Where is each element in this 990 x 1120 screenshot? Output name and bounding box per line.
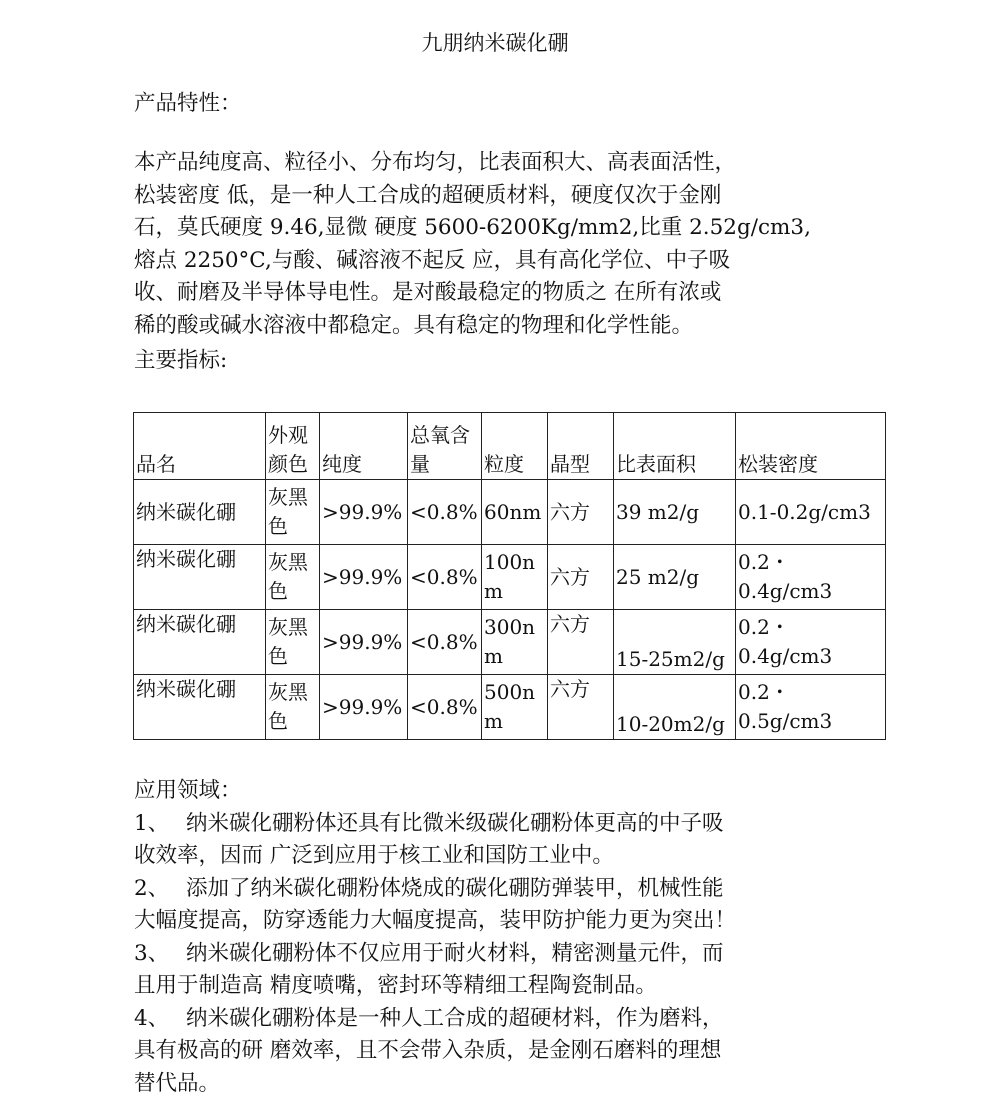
description-line: 石，莫氏硬度 9.46,显微 硬度 5600-6200Kg/mm2,比重 2.52g/cm3, bbox=[134, 215, 811, 240]
application-line: 大幅度提高，防穿透能力大幅度提高，装甲防护能力更为突出！ bbox=[134, 908, 737, 933]
header-cell: 比表面积 bbox=[614, 413, 736, 480]
features-heading: 产品特性： bbox=[134, 91, 242, 116]
application-line bbox=[134, 1003, 824, 1036]
application-text: 纳米碳化硼粉体不仅应用于耐火材料，精密测量元件，而 bbox=[186, 940, 724, 966]
applications-heading: 应用领域： bbox=[134, 778, 242, 803]
size-cell: 500nm bbox=[482, 675, 548, 740]
color-cell: 灰黑色 bbox=[266, 480, 320, 545]
header-cell: 外观颜色 bbox=[266, 413, 320, 480]
oxygen-cell: <0.8% bbox=[408, 675, 482, 740]
applications-section bbox=[134, 775, 824, 1100]
header-cell: 晶型 bbox=[548, 413, 614, 480]
product-name-cell: 纳米碳化硼 bbox=[134, 610, 266, 675]
density-cell: 0.2・0.4g/cm3 bbox=[736, 545, 886, 610]
header-cell: 纯度 bbox=[320, 413, 408, 480]
application-line: 收效率，因而 广泛到应用于核工业和国防工业中。 bbox=[134, 843, 614, 868]
table-header-row bbox=[134, 413, 886, 480]
application-line bbox=[134, 938, 824, 971]
application-number: 2、 bbox=[134, 875, 170, 901]
application-text: 纳米碳化硼粉体还具有比微米级碳化硼粉体更高的中子吸 bbox=[186, 810, 724, 836]
color-cell: 灰黑色 bbox=[266, 675, 320, 740]
description-line: 松装密度 低，是一种人工合成的超硬质材料，硬度仅次于金刚 bbox=[134, 182, 722, 208]
color-cell: 灰黑色 bbox=[266, 545, 320, 610]
purity-cell: >99.9% bbox=[320, 545, 408, 610]
purity-cell: >99.9% bbox=[320, 480, 408, 545]
crystal-cell: 六方 bbox=[548, 610, 614, 675]
table-row bbox=[134, 480, 886, 545]
product-name-cell: 纳米碳化硼 bbox=[134, 675, 266, 740]
surface-area-cell: 25 m2/g bbox=[614, 545, 736, 610]
description-line: 收、耐磨及半导体导电性。是对酸最稳定的物质之 在所有浓或 bbox=[134, 280, 722, 305]
application-text: 纳米碳化硼粉体是一种人工合成的超硬材料，作为磨料， bbox=[186, 1005, 724, 1031]
density-cell: 0.2・0.4g/cm3 bbox=[736, 610, 886, 675]
product-name-cell: 纳米碳化硼 bbox=[134, 480, 266, 545]
surface-area-cell: 15-25m2/g bbox=[614, 610, 736, 675]
surface-area-cell: 39 m2/g bbox=[614, 480, 736, 545]
application-line: 具有极高的研 磨效率，且不会带入杂质，是金刚石磨料的理想 bbox=[134, 1038, 722, 1063]
color-cell: 灰黑色 bbox=[266, 610, 320, 675]
application-number: 3、 bbox=[134, 940, 170, 966]
density-cell: 0.2・0.5g/cm3 bbox=[736, 675, 886, 740]
application-line: 且用于制造高 精度喷嘴，密封环等精细工程陶瓷制品。 bbox=[134, 973, 657, 998]
specs-table bbox=[133, 412, 886, 740]
description-line: 熔点 2250°C,与酸、碱溶液不起反 应，具有高化学位、中子吸 bbox=[134, 247, 731, 273]
crystal-cell: 六方 bbox=[548, 545, 614, 610]
description-line: 本产品纯度高、粒径小、分布均匀，比表面积大、高表面活性， bbox=[134, 150, 737, 175]
document-title: 九朋纳米碳化硼 bbox=[421, 31, 569, 55]
surface-area-cell: 10-20m2/g bbox=[614, 675, 736, 740]
product-description bbox=[134, 147, 824, 342]
crystal-cell: 六方 bbox=[548, 675, 614, 740]
size-cell: 300nm bbox=[482, 610, 548, 675]
application-line bbox=[134, 808, 824, 841]
table-row bbox=[134, 675, 886, 740]
table-row bbox=[134, 545, 886, 610]
header-cell: 松装密度 bbox=[736, 413, 886, 480]
header-cell: 总氧含量 bbox=[408, 413, 482, 480]
application-number: 4、 bbox=[134, 1005, 170, 1031]
product-name-cell: 纳米碳化硼 bbox=[134, 545, 266, 610]
header-cell: 粒度 bbox=[482, 413, 548, 480]
crystal-cell: 六方 bbox=[548, 480, 614, 545]
oxygen-cell: <0.8% bbox=[408, 480, 482, 545]
oxygen-cell: <0.8% bbox=[408, 545, 482, 610]
purity-cell: >99.9% bbox=[320, 610, 408, 675]
size-cell: 100nm bbox=[482, 545, 548, 610]
size-cell: 60nm bbox=[482, 480, 548, 545]
purity-cell: >99.9% bbox=[320, 675, 408, 740]
specs-heading: 主要指标: bbox=[134, 348, 228, 373]
table-row bbox=[134, 610, 886, 675]
header-cell: 品名 bbox=[134, 413, 266, 480]
application-line bbox=[134, 873, 824, 906]
density-cell: 0.1-0.2g/cm3 bbox=[736, 480, 886, 545]
application-text: 添加了纳米碳化硼粉体烧成的碳化硼防弹装甲，机械性能 bbox=[186, 875, 724, 901]
application-number: 1、 bbox=[134, 810, 170, 836]
oxygen-cell: <0.8% bbox=[408, 610, 482, 675]
description-line: 稀的酸或碱水溶液中都稳定。具有稳定的物理和化学性能。 bbox=[134, 312, 694, 338]
application-line: 替代品。 bbox=[134, 1070, 221, 1096]
